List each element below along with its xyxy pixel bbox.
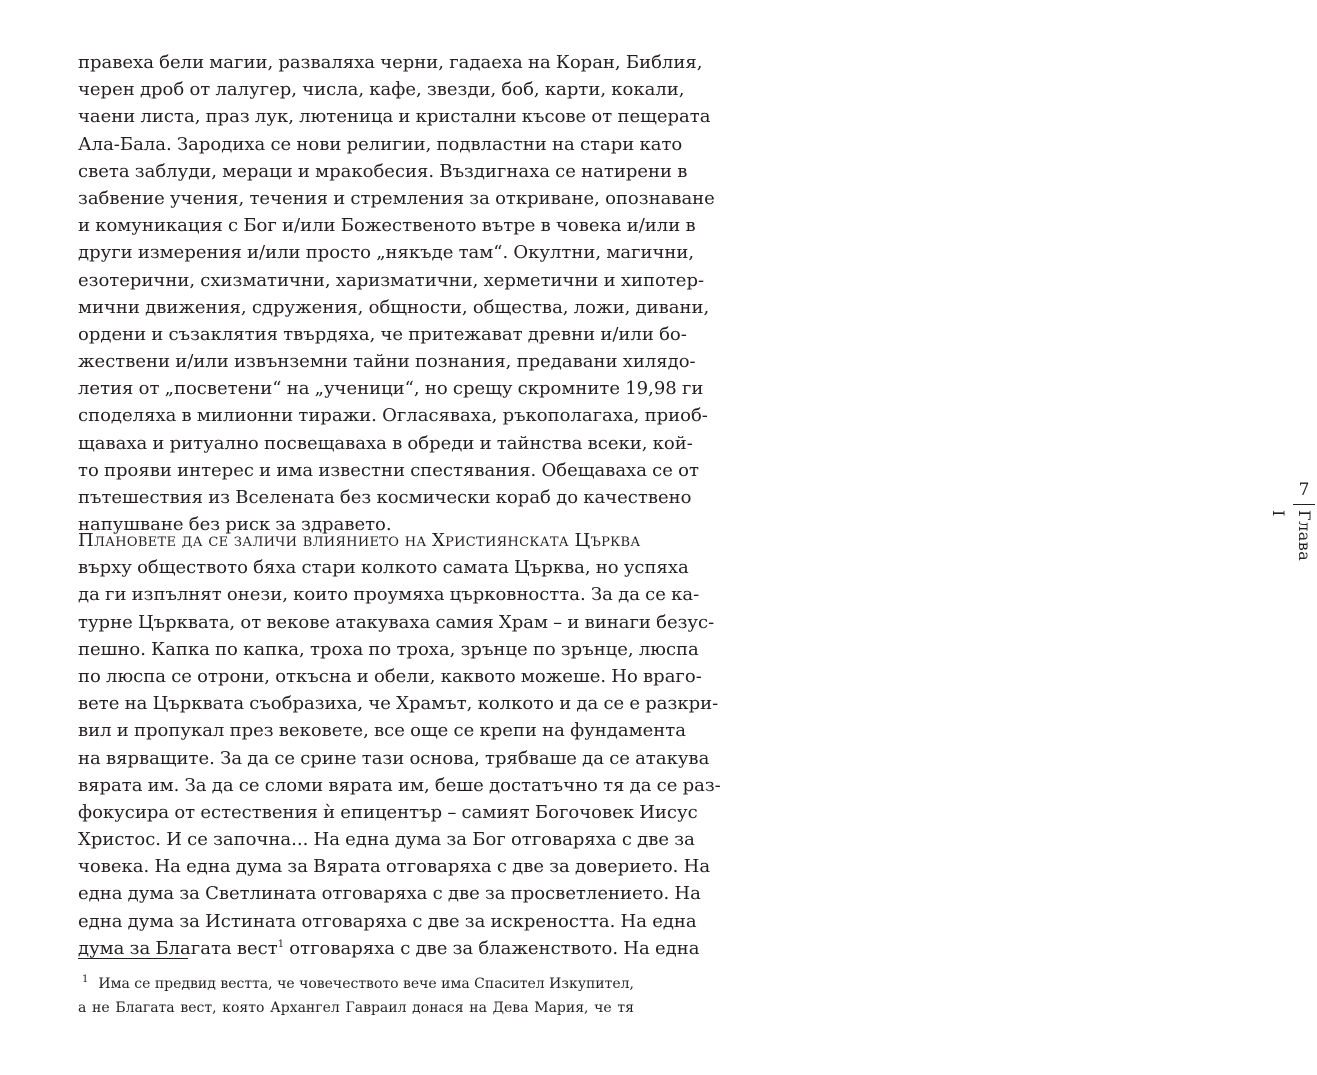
text-line: напушване без риск за здравето. bbox=[78, 514, 392, 536]
text-line: то прояви интерес и има известни спестявания. Обещаваха се от bbox=[78, 459, 699, 481]
text-after-ref: отговаряха с две за блаженството. На една bbox=[284, 937, 700, 959]
text-line: ордени и съзаклятия твърдяха, че притежават древни и/или бо- bbox=[78, 323, 687, 345]
footnote bbox=[78, 972, 634, 1020]
page-number: 7 bbox=[1298, 480, 1310, 500]
text-line: вярата им. За да се сломи вярата им, беше достатъчно тя да се раз- bbox=[78, 774, 721, 796]
footnote-text: а не Благата вест, която Архангел Гавраил донася на Дева Мария, че тя bbox=[78, 1000, 634, 1016]
text-line: правеха бели магии, разваляха черни, гадаеха на Коран, Библия, bbox=[78, 52, 703, 73]
text-line: други измерения и/или просто „някъде там“. Окултни, магични, bbox=[78, 242, 695, 264]
paragraph-2 bbox=[78, 527, 721, 962]
text-line: забвение учения, течения и стремления за откриване, опознаване bbox=[78, 187, 715, 209]
footnote-line: 1 Има се предвид вестта, че човечеството вече има Спасител Изкупител, bbox=[82, 974, 634, 992]
text-before-ref: дума за Благата вест bbox=[78, 937, 278, 959]
text-line: фокусира от естествения ѝ епицентър – самият Богочовек Иисус bbox=[78, 801, 698, 823]
chapter-label: Глава I bbox=[1269, 510, 1314, 562]
text-line: пешно. Капка по капка, троха по троха, зрънце по зрънце, люспа bbox=[78, 638, 699, 660]
text-line: езотерични, схизматични, харизматични, херметични и хипотер- bbox=[78, 269, 705, 291]
text-line: върху обществото бяха стари колкото самата Църква, но успяха bbox=[78, 557, 689, 579]
text-line: вил и пропукал през вековете, все още се крепи на фундамента bbox=[78, 720, 686, 742]
text-line: Ала-Бала. Зародиха се нови религии, подвластни на стари като bbox=[78, 133, 683, 155]
text-line: чаени листа, праз лук, лютеница и кристални късове от пещерата bbox=[78, 106, 711, 128]
lead-in-text: Плановете да се заличи влиянието на Християнската Църква bbox=[78, 530, 641, 551]
footnote-text: Има се предвид вестта, че човечеството вече има Спасител Изкупител, bbox=[98, 976, 634, 992]
text-line: споделяха в милионни тиражи. Огласяваха, ръкополагаха, приоб- bbox=[78, 405, 708, 427]
text-line: да ги изпълнят онези, които проумяха църковността. За да се ка- bbox=[78, 584, 700, 606]
paragraph-lead-in bbox=[78, 527, 641, 554]
text-line: една дума за Истината отговаряха с две за искреността. На една bbox=[78, 910, 697, 932]
text-line: вете на Църквата съобразиха, че Храмът, колкото и да се е разкри- bbox=[78, 693, 719, 715]
text-line: жествени и/или извънземни тайни познания, предавани хилядо- bbox=[78, 351, 696, 373]
text-line: пътешествия из Вселената без космически кораб до качествено bbox=[78, 487, 692, 508]
footnote-line bbox=[78, 996, 634, 1020]
footnote-reference[interactable]: 1 bbox=[277, 938, 285, 950]
text-line: летия от „посветени“ на „ученици“, но срещу скромните 19,98 ги bbox=[78, 378, 704, 400]
footnote-rule bbox=[78, 958, 188, 959]
text-line: турне Църквата, от векове атакуваха самия Храм – и винаги безус- bbox=[78, 611, 715, 633]
text-line: Христос. И се започна... На една дума за Бог отговаряха с две за bbox=[78, 829, 695, 851]
text-line: и комуникация с Бог и/или Божественото вътре в човека и/или в bbox=[78, 215, 696, 237]
text-line: човека. На една дума за Вярата отговаряха с две за доверието. На bbox=[78, 856, 711, 878]
paragraph-1 bbox=[78, 49, 715, 538]
text-line: света заблуди, мераци и мракобесия. Въздигнаха се натирени в bbox=[78, 160, 688, 182]
text-line: на вярващите. За да се срине тази основа, трябваше да се атакува bbox=[78, 747, 710, 769]
text-line: мични движения, сдружения, общности, общества, ложи, дивани, bbox=[78, 296, 710, 318]
text-line: щаваха и ритуално посвещаваха в обреди и тайнства всеки, кой- bbox=[78, 432, 693, 454]
running-head-rule bbox=[1293, 504, 1315, 505]
text-line: черен дроб от лалугер, числа, кафе, звезди, боб, карти, кокали, bbox=[78, 79, 685, 101]
text-line: по люспа се отрони, откъсна и обели, каквото можеше. Но враго- bbox=[78, 665, 702, 687]
text-line: една дума за Светлината отговаряха с две за просветлението. На bbox=[78, 883, 701, 905]
